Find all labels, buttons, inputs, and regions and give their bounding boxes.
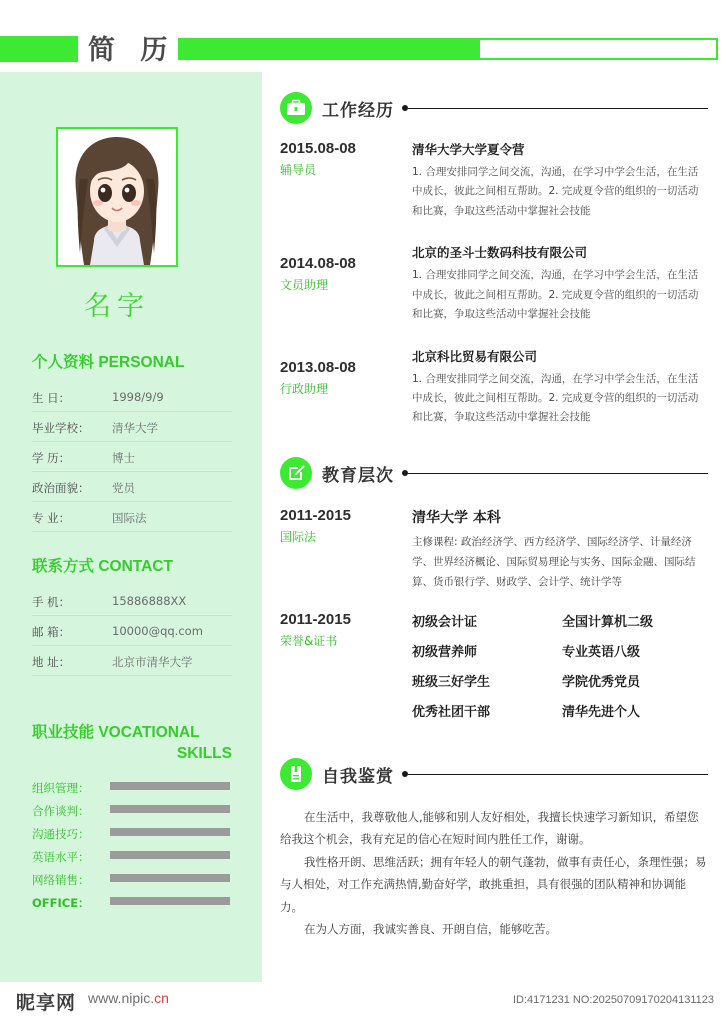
skill-row <box>32 823 232 846</box>
work-description: 1. 合理安排同学之间交流，沟通，在学习中学会生活，在生活中成长，彼此之间相互帮助。2. 完成夏令营的组织的一切活动和比赛，争取这些活动中掌握社会技能 <box>412 269 699 321</box>
honors-row <box>412 611 708 641</box>
info-key: 地 址： <box>32 655 71 669</box>
honor-cert: 清华先进个人 <box>562 704 641 720</box>
info-key: 政治面貌： <box>32 481 90 495</box>
personal-heading-cn: 个人资料 <box>32 353 95 371</box>
self-paragraph: 在生活中，我尊敬他人,能够和别人友好相处，我擅长快速学习新知识，希望您给我这个机会，我有充足的信心在短时间内胜任工作，谢谢。 <box>280 810 699 847</box>
work-item <box>280 243 708 324</box>
contact-heading-en: CONTACT <box>94 558 173 575</box>
watermark-url-tld: cn <box>154 990 169 1006</box>
work-role: 文员助理 <box>280 278 329 293</box>
personal-heading-en: PERSONAL <box>94 354 185 371</box>
honors-row <box>412 701 708 731</box>
skill-bar <box>110 897 230 905</box>
honors-date: 2011-2015 <box>280 610 351 628</box>
honor-cert: 初级营养师 <box>412 644 478 660</box>
work-section-header <box>280 92 708 126</box>
honor-cert: 全国计算机二级 <box>562 614 654 630</box>
info-row <box>32 586 232 616</box>
skill-row <box>32 846 232 869</box>
self-section-header <box>280 758 708 792</box>
honor-cert: 优秀社团干部 <box>412 704 491 720</box>
skill-bar <box>110 805 230 813</box>
header-accent-bar-left <box>0 36 78 62</box>
skills-heading <box>32 722 232 765</box>
info-key: 生 日： <box>32 391 71 405</box>
education-section <box>280 457 708 731</box>
footer <box>0 982 724 1024</box>
info-value: 清华大学 <box>112 421 158 435</box>
work-company: 北京科比贸易有限公司 <box>412 348 538 364</box>
honor-cert: 专业英语八级 <box>562 644 641 660</box>
work-role: 行政助理 <box>280 381 329 396</box>
education-divider-dot <box>402 470 408 476</box>
contact-heading-cn: 联系方式 <box>32 557 95 575</box>
contact-heading <box>32 554 232 576</box>
honors-row <box>412 641 708 671</box>
info-value: 党员 <box>112 481 135 495</box>
info-row <box>32 382 232 412</box>
main-content <box>262 72 724 982</box>
header-accent-bar-fill <box>180 40 480 58</box>
info-value: 1998/9/9 <box>112 390 164 404</box>
page-header <box>0 28 724 72</box>
skill-label: 网络销售： <box>32 872 90 887</box>
education-major: 国际法 <box>280 530 317 544</box>
skill-row <box>32 892 232 915</box>
education-divider <box>408 473 708 474</box>
info-value: 博士 <box>112 451 135 465</box>
self-divider <box>408 774 708 775</box>
info-value: 15886888XX <box>112 594 187 608</box>
info-value: 北京市清华大学 <box>112 655 193 669</box>
skills-section <box>32 722 232 915</box>
info-row <box>32 472 232 502</box>
self-section-title: 自我鉴赏 <box>322 767 394 787</box>
contact-section <box>32 554 232 676</box>
candidate-name: 名字 <box>84 291 150 322</box>
self-paragraph: 在为人方面，我诚实善良、开朗自信，能够吃苦。 <box>304 922 557 937</box>
skills-heading-cn: 职业技能 <box>32 723 95 741</box>
skill-bar <box>110 851 230 859</box>
info-key: 手 机： <box>32 595 71 609</box>
info-key: 毕业学校： <box>32 421 90 435</box>
personal-heading <box>32 350 232 372</box>
education-courses: 主修课程: 政治经济学、西方经济学、国际经济学、计量经济学、世界经济概论、国际贸易理论与实务、国际金融、国际结算、货币银行学、财政学、会计学、统计学等 <box>412 536 696 588</box>
work-item <box>280 140 708 221</box>
watermark-url-main: www.nipic. <box>88 990 155 1006</box>
self-section <box>280 758 708 941</box>
skill-label: 沟通技巧： <box>32 826 90 841</box>
avatar <box>56 127 178 267</box>
work-divider-dot <box>402 105 408 111</box>
work-date: 2014.08-08 <box>280 255 356 273</box>
info-key: 专 业： <box>32 511 71 525</box>
skill-row <box>32 777 232 800</box>
document-icon <box>280 758 312 790</box>
honor-cert: 学院优秀党员 <box>562 674 641 690</box>
info-row <box>32 646 232 676</box>
work-description: 1. 合理安排同学之间交流，沟通，在学习中学会生活，在生活中成长，彼此之间相互帮助。2. 完成夏令营的组织的一切活动和比赛，争取这些活动中掌握社会技能 <box>412 166 699 217</box>
skill-label: 合作谈判： <box>32 803 90 818</box>
header-accent-bar-right <box>178 38 718 60</box>
work-company: 北京的圣斗士数码科技有限公司 <box>412 245 588 261</box>
honor-cert: 初级会计证 <box>412 614 478 630</box>
education-school: 清华大学 本科 <box>412 510 501 526</box>
education-item <box>280 507 708 593</box>
info-key: 邮 箱： <box>32 625 71 639</box>
work-section-title: 工作经历 <box>322 101 394 121</box>
watermark-text: 昵享网 <box>16 992 77 1014</box>
briefcase-icon <box>280 92 312 124</box>
self-paragraph: 我性格开朗、思维活跃；拥有年轻人的朝气蓬勃，做事有责任心，条理性强；易与人相处，对工作充满热情,勤奋好学，敢挑重担，具有很强的团队精神和协调能力。 <box>280 854 707 914</box>
info-key: 学 历： <box>32 451 71 465</box>
info-row <box>32 442 232 472</box>
work-date: 2015.08-08 <box>280 140 356 157</box>
education-section-header <box>280 457 708 491</box>
skill-bar <box>110 828 230 836</box>
work-company: 清华大学大学夏令营 <box>412 142 525 157</box>
skill-label: 组织管理： <box>32 780 90 795</box>
info-row <box>32 616 232 646</box>
skills-heading-en: VOCATIONAL <box>94 724 200 741</box>
avatar-illustration <box>58 129 176 265</box>
work-date: 2013.08-08 <box>280 358 356 376</box>
info-row <box>32 502 232 532</box>
education-section-title: 教育层次 <box>322 466 394 486</box>
skill-bar <box>110 874 230 882</box>
watermark-logo <box>16 988 76 1015</box>
work-role: 辅导员 <box>280 163 317 177</box>
info-value: 国际法 <box>112 511 147 525</box>
honors-row <box>412 671 708 701</box>
personal-section <box>32 350 232 532</box>
info-value: 10000@qq.com <box>112 624 203 638</box>
file-id: ID:4171231 NO:20250709170204131123 <box>512 994 714 1006</box>
skill-label: 英语水平： <box>32 849 90 864</box>
info-row <box>32 412 232 442</box>
sidebar <box>0 72 262 982</box>
honors-label: 荣誉&证书 <box>280 633 338 648</box>
honor-cert: 班级三好学生 <box>412 674 491 690</box>
work-divider <box>408 108 708 109</box>
work-section <box>280 92 708 428</box>
watermark-url <box>88 990 169 1006</box>
skills-heading-en2: SKILLS <box>176 744 232 762</box>
education-date: 2011-2015 <box>280 507 351 524</box>
pencil-square-icon <box>280 457 312 489</box>
skill-label: OFFICE： <box>32 895 90 910</box>
self-divider-dot <box>402 771 408 777</box>
skill-bar <box>110 782 230 790</box>
page-title: 简 历 <box>88 35 176 66</box>
work-item <box>280 347 708 428</box>
work-description: 1. 合理安排同学之间交流，沟通，在学习中学会生活，在生活中成长，彼此之间相互帮助。2. 完成夏令营的组织的一切活动和比赛，争取这些活动中掌握社会技能 <box>412 372 699 424</box>
skill-row <box>32 800 232 823</box>
skill-row <box>32 869 232 892</box>
honors-item <box>280 611 708 731</box>
